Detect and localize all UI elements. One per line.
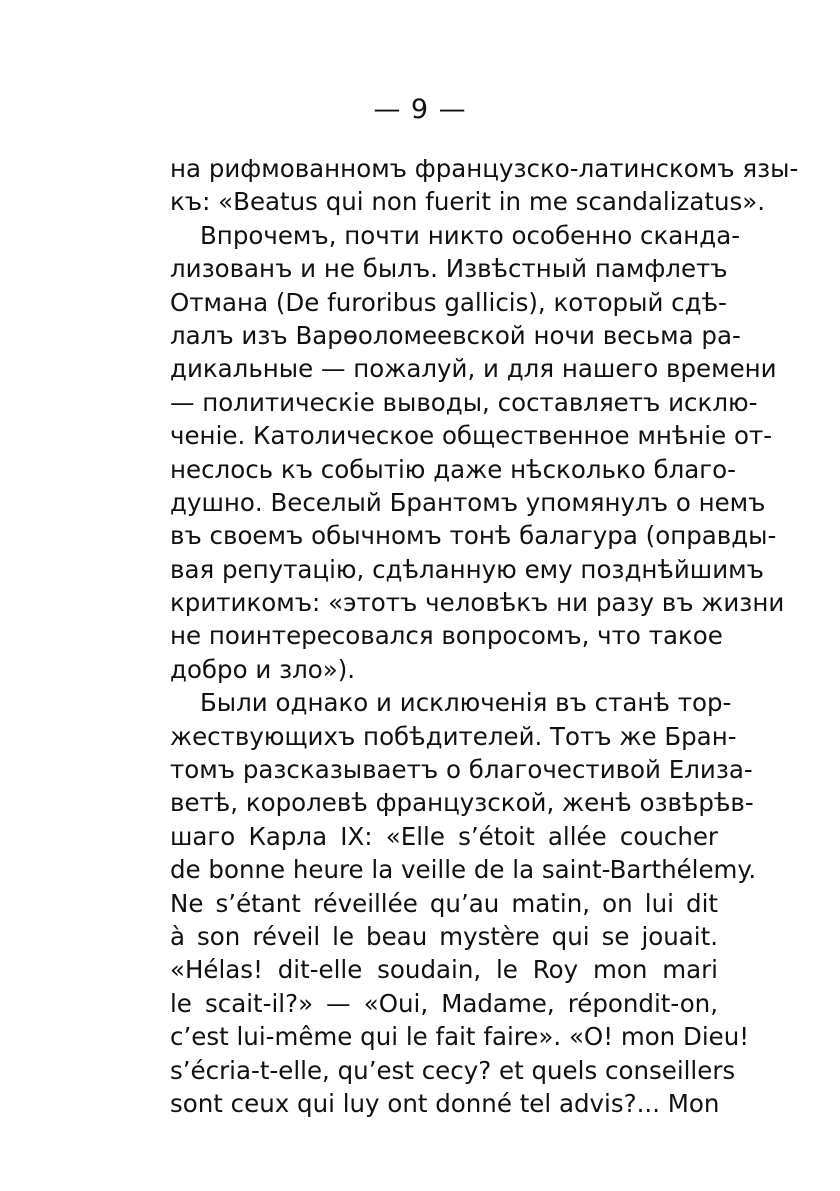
text-line: «Hélas! dit-elle soudain, le Roy mon mari bbox=[170, 955, 718, 985]
text-line: добро и зло»). bbox=[170, 654, 356, 684]
text-line: вая репутацію, сдѣланную ему позднѣйшимъ bbox=[170, 554, 764, 584]
text-line: на рифмованномъ французско-латинскомъ язы- bbox=[170, 154, 799, 183]
text-line: Ne s’étant réveillée qu’au matin, on lui dit bbox=[170, 888, 718, 918]
text-line: лалъ изъ Варѳоломеевской ночи весьма ра- bbox=[170, 320, 741, 350]
text-line: жествующихъ побѣдителей. Тотъ же Бран- bbox=[170, 721, 737, 751]
text-line: ветѣ, королевѣ французской, женѣ озвѣрѣв- bbox=[170, 788, 754, 818]
text-line: Были однако и исключенія въ станѣ тор- bbox=[200, 688, 732, 718]
text-line: въ своемъ обычномъ тонѣ балагура (оправды- bbox=[170, 521, 777, 551]
text-line: à son réveil le beau mystère qui se jouait. bbox=[170, 921, 718, 951]
text-line: томъ разсказываетъ о благочестивой Елиза- bbox=[170, 755, 753, 785]
text-line: душно. Веселый Брантомъ упомянулъ о немъ bbox=[170, 487, 766, 517]
text-line: къ: «Beatus qui non fuerit in me scandalizatus». bbox=[170, 187, 766, 217]
text-line: sont ceux qui luy ont donné tel advis?... Mon bbox=[170, 1088, 720, 1118]
text-line: не поинтересовался вопросомъ, что такое bbox=[170, 621, 723, 651]
text-line: дикальные — пожалуй, и для нашего времени bbox=[170, 354, 777, 384]
text-line: Отмана (De furoribus gallicis), который сдѣ- bbox=[170, 287, 727, 317]
text-line: шаго Карла IX: «Elle s’étoit allée coucher bbox=[170, 821, 718, 851]
text-line: ченіе. Католическое общественное мнѣніе от- bbox=[170, 421, 773, 451]
text-line: Впрочемъ, почти никто особенно сканда- bbox=[200, 220, 741, 250]
text-line: le scait-il?» — «Oui, Madame, répondit-on, bbox=[170, 988, 718, 1018]
text-line: лизованъ и не былъ. Извѣстный памфлетъ bbox=[170, 254, 728, 284]
body-text bbox=[170, 152, 799, 1120]
text-line: c’est lui-même qui le fait faire». «O! mon Dieu! bbox=[170, 1022, 750, 1052]
text-line: de bonne heure la veille de la saint-Barthélemy. bbox=[170, 855, 757, 885]
text-line: неслось къ событію даже нѣсколько благо- bbox=[170, 454, 736, 484]
text-line: — политическіе выводы, составляетъ исклю- bbox=[170, 387, 758, 417]
page-number: — 9 — bbox=[373, 94, 467, 125]
text-line: критикомъ: «этотъ человѣкъ ни разу въ жизни bbox=[170, 588, 785, 618]
text-line: s’écria-t-elle, qu’est cecy? et quels conseillers bbox=[170, 1055, 736, 1085]
